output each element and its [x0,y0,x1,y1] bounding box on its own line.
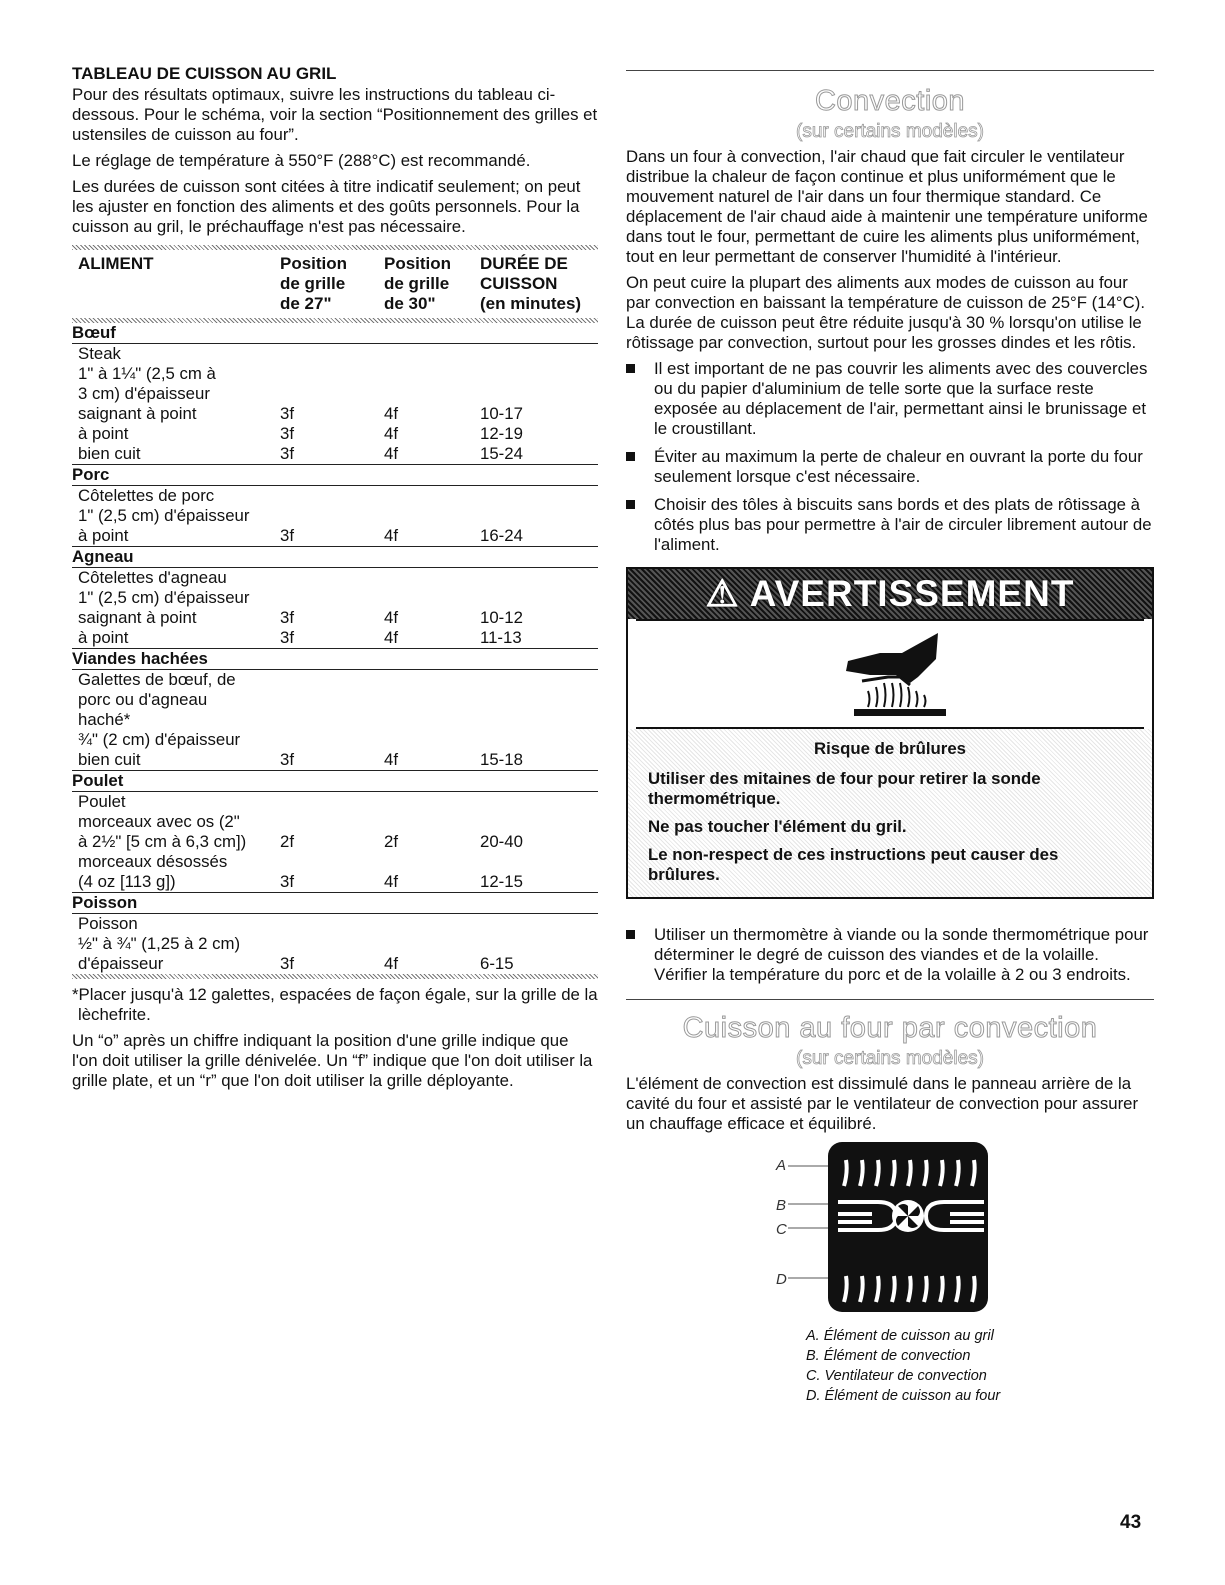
food-line: 3 cm) d'épaisseur [78,384,210,403]
col-header-rack-27 [280,250,384,318]
convection-title: Convection [814,85,966,117]
col-header-line: de grille [280,274,346,293]
food-cell [72,792,280,893]
duration-value [480,934,598,954]
broil-table [72,250,598,974]
broil-table-body [72,323,598,974]
rack-27-cell [280,486,384,547]
food-cell [72,344,280,465]
duration-value: 15-18 [480,750,523,769]
rack-27-value [280,486,384,506]
rack-30-value: 4f [384,954,398,973]
oven-diagram [626,1142,1154,1312]
category-label: Viandes hachées [72,649,598,670]
category-label: Bœuf [72,323,598,344]
duration-value [480,730,598,750]
category-label: Poulet [72,771,598,792]
rack-27-value [280,792,384,812]
rack-30-value [384,710,480,730]
rack-30-value [384,914,480,934]
duration-value: 10-17 [480,404,523,423]
caption-c: C. Ventilateur de convection [806,1368,987,1384]
duration-value [480,710,598,730]
rack-30-value: 4f [384,404,398,423]
category-row [72,893,598,914]
duration-value [480,670,598,690]
food-line: à point [78,628,129,647]
food-line: 1" à 1¼" (2,5 cm à [78,364,216,383]
hand-over-hot-surface-icon [840,631,950,721]
rack-27-value [280,852,384,872]
warning-body [628,729,1152,897]
duration-value: 16-24 [480,526,523,545]
col-header-line: de 30" [384,294,436,313]
col-header-line: Position [384,254,452,273]
convection-para-2: On peut cuire la plupart des aliments aux modes de cuisson au four par convection en baissant la température de cuisson de 25°F (14°C). La durée de cuisson peut être réduite jusqu'à 30 % lorsqu'on utilise le rôtissage par convection, surtout pour les grosses dindes et les rôtis. [626,273,1146,352]
rack-27-cell [280,568,384,649]
table-row [72,344,598,465]
convection-bake-subtitle: (sur certains modèles) [796,1048,984,1069]
rack-30-value [384,670,480,690]
duration-value [480,568,598,588]
oven-cavity-diagram [788,1142,988,1312]
duration-value: 12-15 [480,872,523,891]
rack-30-value [384,812,480,832]
rack-27-value: 3f [280,526,294,545]
duration-value: 20-40 [480,832,523,851]
table-footnote: *Placer jusqu'à 12 galettes, espacées de façon égale, sur la grille de la lèchefrite. [72,985,598,1024]
food-line: à point [78,526,129,545]
table-row [72,792,598,893]
rack-27-cell [280,792,384,893]
rack-30-value [384,730,480,750]
category-row [72,649,598,670]
duration-value [480,914,598,934]
rack-27-value: 2f [280,832,294,851]
table-row [72,568,598,649]
broil-intro-1: Pour des résultats optimaux, suivre les instructions du tableau ci-dessous. Pour le schéma, voir la section “Positionnement des grilles et ustensiles de cuisson au four”. [72,85,598,144]
food-line: 1" (2,5 cm) d'épaisseur [78,588,250,607]
table-row [72,670,598,771]
food-line: haché* [78,710,131,729]
category-label: Porc [72,465,598,486]
rack-27-value: 3f [280,608,294,627]
thermometer-bullet [626,925,1154,985]
warning-box [626,567,1154,899]
duration-value [480,384,598,404]
rack-27-value [280,812,384,832]
food-line: 1" (2,5 cm) d'épaisseur [78,506,250,525]
duration-value [480,812,598,832]
rack-27-value: 3f [280,404,294,423]
rack-27-value: 3f [280,954,294,973]
rack-30-cell [384,344,480,465]
rack-30-value [384,568,480,588]
warning-heading: Risque de brûlures [814,739,966,758]
duration-value [480,690,598,710]
convection-bullets [626,359,1154,555]
food-line: saignant à point [78,608,197,627]
food-line: ½" à ¾" (1,25 à 2 cm) [78,934,241,953]
duration-value [480,588,598,608]
duration-value: 15-24 [480,444,523,463]
category-row [72,547,598,568]
rack-27-value: 3f [280,424,294,443]
rack-27-cell [280,344,384,465]
bullet-item: Il est important de ne pas couvrir les aliments avec des couvercles ou du papier d'aluminium de telle sorte que la surface reste exposée au déplacement de l'air, permettant ainsi le brunissage et le croustillant. [626,359,1154,439]
rack-30-value [384,364,480,384]
broil-title: TABLEAU DE CUISSON AU GRIL [72,64,337,83]
bullet-item: Utiliser un thermomètre à viande ou la sonde thermométrique pour déterminer le degré de cuisson des viandes et de la volaille. Vérifier la température du porc et de la volaille à 2 ou 3 endroits. [626,925,1154,985]
category-label: Agneau [72,547,598,568]
food-line: morceaux avec os (2" [78,812,240,831]
duration-value [480,506,598,526]
warning-line: Le non-respect de ces instructions peut causer des brûlures. [648,845,1059,884]
rack-27-value: 3f [280,444,294,463]
category-row [72,771,598,792]
col-header-line: CUISSON [480,274,558,293]
col-header-line: de 27" [280,294,332,313]
food-line: ¾" (2 cm) d'épaisseur [78,730,241,749]
rack-30-cell [384,670,480,771]
broil-section [72,64,598,1097]
col-header-line: ALIMENT [78,254,154,273]
bullet-item: Choisir des tôles à biscuits sans bords et des plats de rôtissage à côtés plus bas pour permettre à l'air de circuler librement autour de l'aliment. [626,495,1154,555]
bullet-item: Éviter au maximum la perte de chaleur en ouvrant la porte du four seulement lorsque c'est nécessaire. [626,447,1154,487]
rack-30-cell [384,568,480,649]
category-row [72,323,598,344]
rack-27-cell [280,914,384,975]
food-line: bien cuit [78,444,141,463]
rack-30-value [384,486,480,506]
col-header-line: (en minutes) [480,294,582,313]
food-cell [72,568,280,649]
rack-30-value [384,506,480,526]
warning-triangle-icon: ⚠ [705,573,740,614]
category-label: Poisson [72,893,598,914]
warning-image-area [636,619,1144,729]
col-header-duration [480,250,598,318]
col-header-line: de grille [384,274,450,293]
broil-intro-3: Les durées de cuisson sont citées à titre indicatif seulement; on peut les ajuster en fonction des aliments et des goûts personnels. Pour la cuisson au gril, le préchauffage n'est pas nécessaire. [72,177,581,236]
food-line: Steak [78,344,121,363]
rack-27-value: 3f [280,872,294,891]
rack-27-value [280,384,384,404]
food-line: Côtelettes d'agneau [78,568,227,587]
food-line: porc ou d'agneau [78,690,208,709]
warning-banner [628,569,1152,619]
caption-a: A. Élément de cuisson au gril [806,1328,994,1344]
section-divider [626,70,1154,71]
rack-30-value [384,384,480,404]
duration-value: 6-15 [480,954,514,973]
duration-cell [480,486,598,547]
food-line: saignant à point [78,404,197,423]
rack-27-value [280,934,384,954]
rack-27-value [280,568,384,588]
page-number: 43 [1120,1512,1142,1533]
food-line: Poisson [78,914,138,933]
caption-b: B. Élément de convection [806,1348,971,1364]
rack-30-cell [384,486,480,547]
col-header-line: Position [280,254,348,273]
convection-section [626,70,1154,1406]
duration-value: 12-19 [480,424,523,443]
rack-30-value [384,852,480,872]
rack-30-cell [384,914,480,975]
convection-bake-para: L'élément de convection est dissimulé dans le panneau arrière de la cavité du four et assisté par le ventilateur de convection pour assurer un chauffage efficace et équilibré. [626,1074,1139,1133]
duration-value [480,364,598,384]
rack-30-value [384,934,480,954]
rack-27-value [280,690,384,710]
rack-30-value [384,792,480,812]
diagram-label-b: B [776,1197,787,1214]
rack-27-value [280,710,384,730]
duration-value [480,344,598,364]
rack-27-value: 3f [280,628,294,647]
food-cell [72,670,280,771]
table-row [72,914,598,975]
duration-cell [480,344,598,465]
food-cell [72,486,280,547]
rack-30-value [384,690,480,710]
category-row [72,465,598,486]
warning-line: Utiliser des mitaines de four pour retirer la sonde thermométrique. [648,769,1041,808]
rack-30-value: 4f [384,444,398,463]
rack-30-value [384,344,480,364]
col-header-food [72,250,280,318]
rack-30-value: 4f [384,526,398,545]
rack-27-value [280,588,384,608]
duration-value: 10-12 [480,608,523,627]
rack-30-value: 4f [384,424,398,443]
food-line: morceaux désossés [78,852,228,871]
duration-value [480,852,598,872]
rack-30-value: 2f [384,832,398,851]
table-row [72,486,598,547]
duration-value: 11-13 [480,628,522,647]
col-header-line: DURÉE DE [480,254,568,273]
warning-banner-text: AVERTISSEMENT [749,573,1075,614]
food-cell [72,914,280,975]
rack-30-value: 4f [384,750,398,769]
food-line: (4 oz [113 g]) [78,872,176,891]
diagram-label-a: A [776,1157,787,1174]
duration-value [480,792,598,812]
food-line: Galettes de bœuf, de [78,670,236,689]
warning-line: Ne pas toucher l'élément du gril. [648,817,907,836]
duration-cell [480,568,598,649]
convection-bake-title: Cuisson au four par convection [682,1012,1098,1044]
duration-cell [480,792,598,893]
rack-27-value [280,364,384,384]
rack-27-value [280,344,384,364]
diagram-label-d: D [776,1271,787,1288]
table-bottom-rule [72,974,598,979]
caption-d: D. Élément de cuisson au four [806,1388,1001,1404]
food-line: à 2½" [5 cm à 6,3 cm]) [78,832,247,851]
rack-27-value: 3f [280,750,294,769]
food-line: Poulet [78,792,126,811]
duration-value [480,486,598,506]
rack-27-value [280,670,384,690]
food-line: Côtelettes de porc [78,486,215,505]
rack-27-value [280,506,384,526]
rack-note: Un “o” après un chiffre indiquant la position d'une grille indique que l'on doit utiliser la grille dénivelée. Un “f” indique que l'on doit utiliser la grille plate, et un “r” que l'on doit utiliser la grille déployante. [72,1031,593,1090]
rack-30-cell [384,792,480,893]
food-line: à point [78,424,129,443]
duration-cell [480,914,598,975]
section-divider [626,999,1154,1000]
rack-30-value [384,588,480,608]
diagram-label-c: C [776,1221,787,1238]
rack-30-value: 4f [384,628,398,647]
rack-30-value: 4f [384,608,398,627]
col-header-rack-30 [384,250,480,318]
rack-30-value: 4f [384,872,398,891]
diagram-captions [806,1326,1154,1406]
broil-intro-2: Le réglage de température à 550°F (288°C) est recommandé. [72,151,531,170]
rack-27-cell [280,670,384,771]
food-line: d'épaisseur [78,954,164,973]
food-line: bien cuit [78,750,141,769]
convection-para-1: Dans un four à convection, l'air chaud que fait circuler le ventilateur distribue la chaleur de façon continue et plus uniformément que le mouvement naturel de l'air dans un four thermique standard. Ce déplacement de l'air chaud aide à maintenir une température uniforme dans tout le four, permettant de cuire les aliments plus uniformément, tout en leur permettant de conserver l'humidité à l'intérieur. [626,147,1148,266]
duration-cell [480,670,598,771]
convection-subtitle: (sur certains modèles) [796,121,984,142]
rack-27-value [280,914,384,934]
rack-27-value [280,730,384,750]
